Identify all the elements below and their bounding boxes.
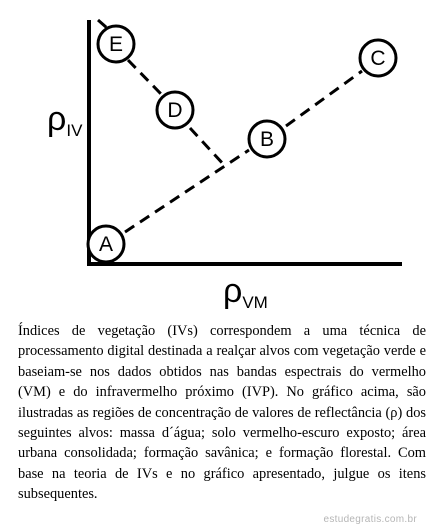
node-a-label: A — [98, 233, 114, 256]
node-b-label: B — [259, 128, 275, 151]
line-a-b — [125, 150, 249, 232]
node-d-label: D — [167, 99, 183, 122]
y-axis-subscript: IV — [66, 121, 83, 140]
x-axis-subscript: VM — [242, 293, 268, 312]
line-d-e — [128, 60, 161, 94]
line-b-d-junction — [190, 128, 225, 166]
x-axis-label — [223, 272, 268, 312]
line-e-top — [98, 20, 107, 28]
node-e-label: E — [108, 33, 124, 56]
node-c-label: C — [370, 47, 386, 70]
site-watermark: estudegratis.com.br — [323, 514, 417, 525]
y-axis-label — [47, 100, 83, 140]
x-axis-symbol: ρ — [223, 272, 243, 310]
y-axis-symbol: ρ — [47, 100, 67, 138]
caption-text: Índices de vegetação (IVs) correspondem a uma técnica de processamento digital destinada a realçar alvos com vegetação verde e baseiam-se nos dados obtidos nas bandas espectrais do vermelho (VM) e do infravermelho próximo (IVP). No gráfico acima, são ilustradas as regiões de concentração de valores de reflectância (ρ) dos seguintes alvos: massa d´água; solo vermelho-escuro exposto; área urbana consolidada; formação savânica; e formação florestal. Com base na teoria de IVs e no gráfico apresentado, julgue os itens subsequentes. — [18, 323, 426, 503]
line-b-c — [286, 71, 362, 126]
